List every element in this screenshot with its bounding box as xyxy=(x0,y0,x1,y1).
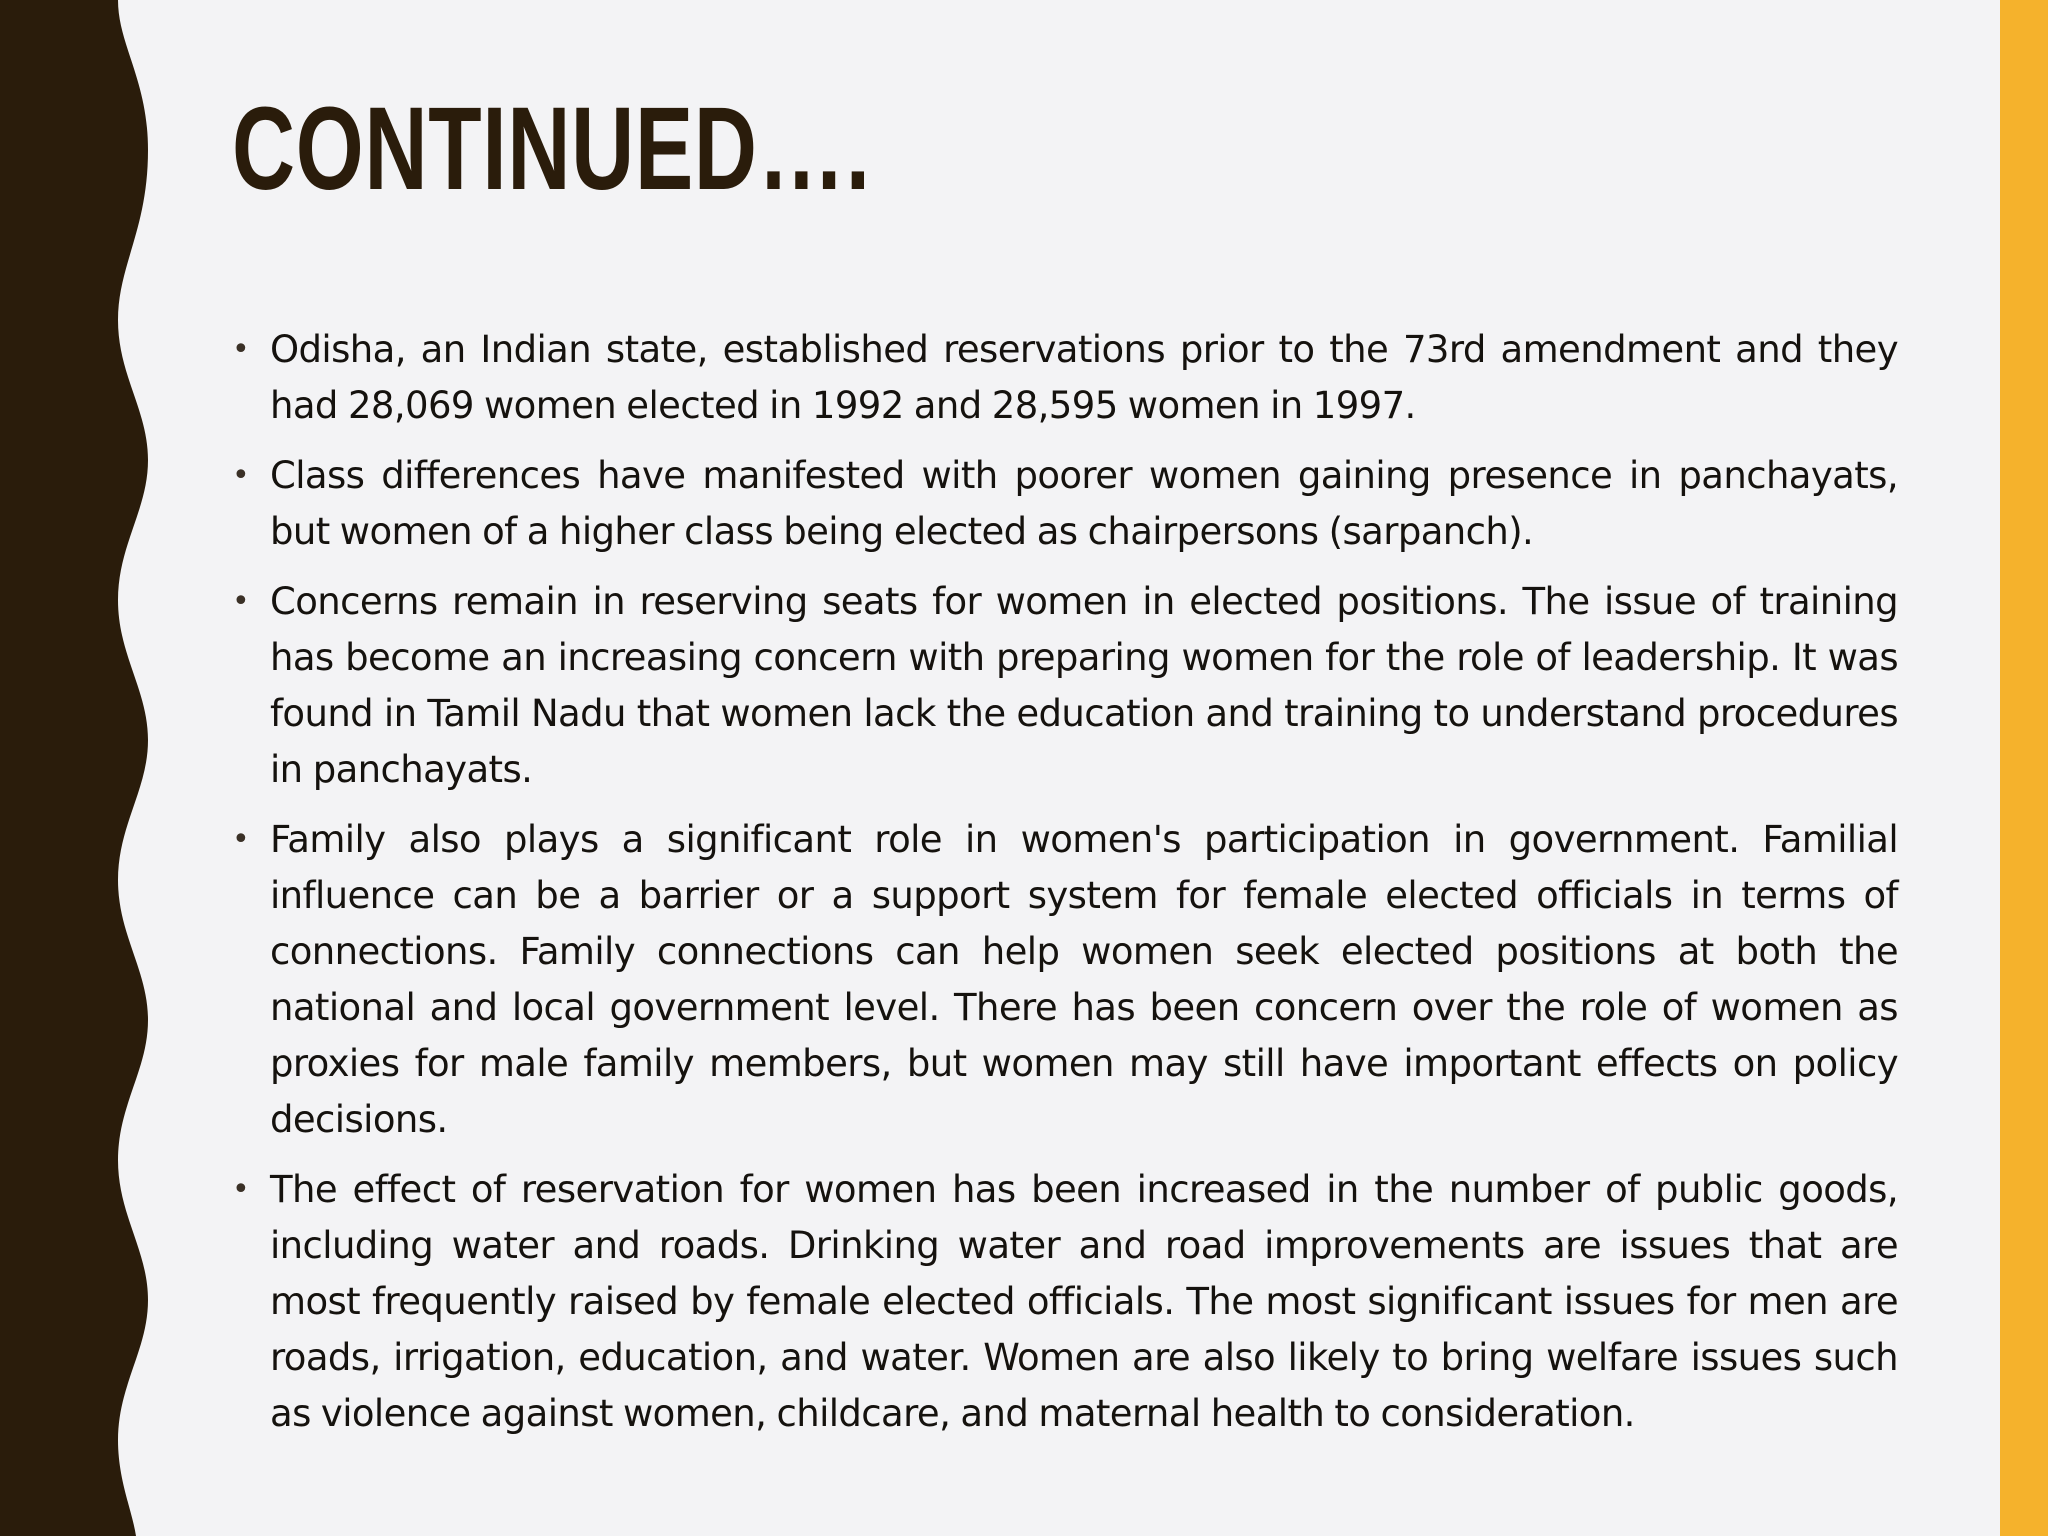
bullet-dot-icon: • xyxy=(232,822,250,857)
bullet-item-class-differences xyxy=(232,448,1898,560)
wave-shape xyxy=(0,0,148,1536)
bullet-item-odisha xyxy=(232,322,1898,434)
bullet-text: Family also plays a significant role in women's participation in government. Familial influence can be a barrier or a support system for female elected officials in terms of connections. Family connections can help women seek elected positions at both the national and local government level. There has been concern over the role of women as proxies for male family members, but women may still have important effects on policy decisions. xyxy=(270,818,1898,1141)
bullet-text: Concerns remain in reserving seats for women in elected positions. The issue of training has become an increasing concern with preparing women for the role of leadership. It was found in Tamil Nadu that women lack the education and training to understand procedures in panchayats. xyxy=(270,580,1898,791)
bullet-dot-icon: • xyxy=(232,584,250,619)
bullet-dot-icon: • xyxy=(232,332,250,367)
bullet-dot-icon: • xyxy=(232,1172,250,1207)
bullet-item-concerns xyxy=(232,574,1898,798)
bullet-list xyxy=(232,322,1898,1456)
bullet-text: The effect of reservation for women has been increased in the number of public goods, including water and roads. Drinking water and road improvements are issues that are most frequently raised by female elected officials. The most significant issues for men are roads, irrigation, education, and water. Women are also likely to bring welfare issues such as violence against women, childcare, and maternal health to consideration. xyxy=(270,1168,1898,1435)
bullet-text: Class differences have manifested with poorer women gaining presence in panchayats, but women of a higher class being elected as chairpersons (sarpanch). xyxy=(270,454,1898,553)
bullet-item-public-goods xyxy=(232,1162,1898,1442)
left-wave-decoration xyxy=(0,0,160,1536)
slide-title: CONTINUED…. xyxy=(232,83,871,215)
bullet-dot-icon: • xyxy=(232,458,250,493)
bullet-text: Odisha, an Indian state, established reservations prior to the 73rd amendment and they had 28,069 women elected in 1992 and 28,595 women in 1997. xyxy=(270,328,1898,427)
bullet-item-family xyxy=(232,812,1898,1148)
right-accent-bar xyxy=(2000,0,2048,1536)
